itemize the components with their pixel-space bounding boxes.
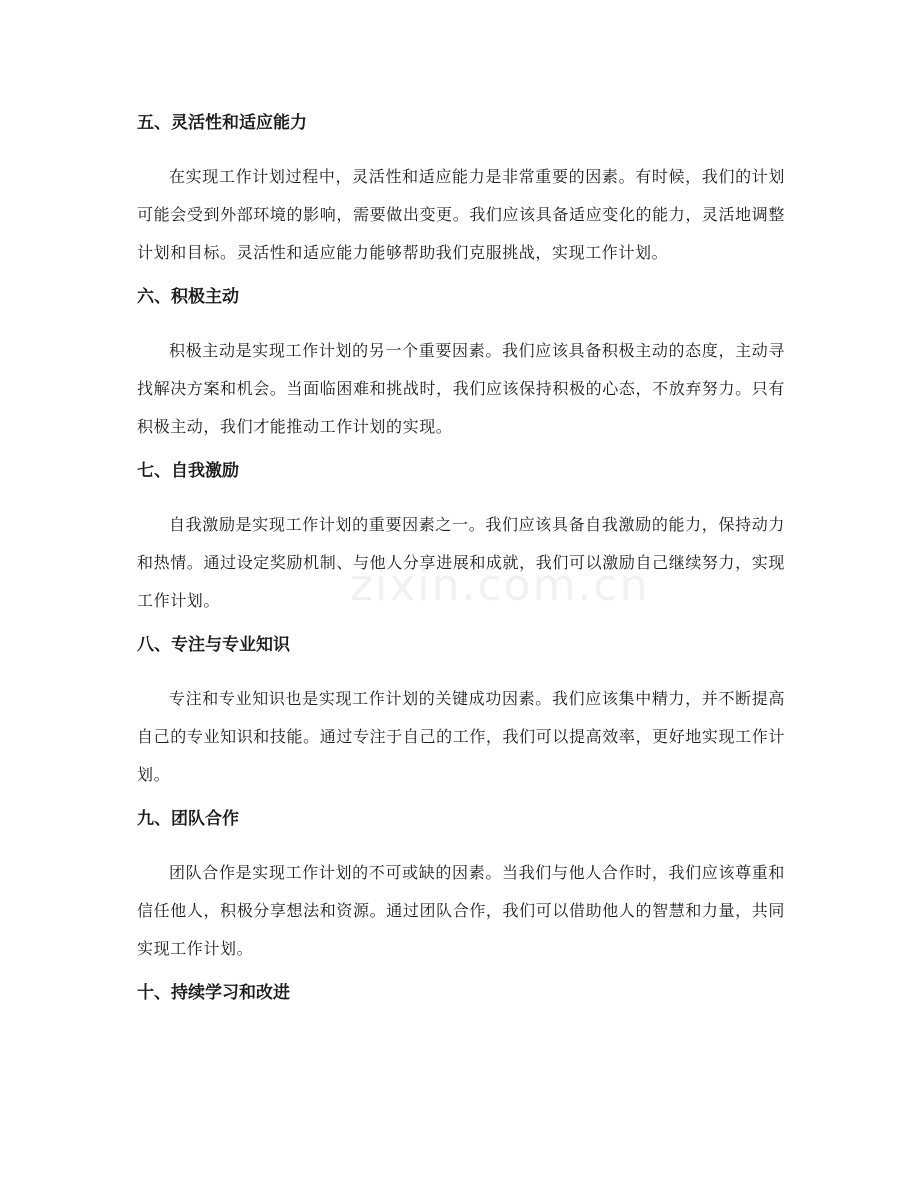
section-heading-6: 六、积极主动 — [137, 287, 239, 307]
document-content — [137, 108, 785, 1028]
section-body-8: 专注和专业知识也是实现工作计划的关键成功因素。我们应该集中精力，并不断提高自己的专业知识和技能。通过专注于自己的工作，我们可以提高效率，更好地实现工作计划。 — [137, 689, 785, 784]
section-body-6: 积极主动是实现工作计划的另一个重要因素。我们应该具备积极主动的态度，主动寻找解决方案和机会。当面临困难和挑战时，我们应该保持积极的心态，不放弃努力。只有积极主动，我们才能推动工作计划的实现。 — [137, 341, 785, 436]
section-heading-9: 九、团队合作 — [137, 809, 239, 829]
section-heading-10: 十、持续学习和改进 — [137, 983, 290, 1003]
section-heading-8: 八、专注与专业知识 — [137, 635, 290, 655]
watermark: zixin.com.cn — [350, 560, 650, 611]
section-body-7: 自我激励是实现工作计划的重要因素之一。我们应该具备自我激励的能力，保持动力和热情。通过设定奖励机制、与他人分享进展和成就，我们可以激励自己继续努力，实现工作计划。 — [137, 515, 785, 610]
section-body-5: 在实现工作计划过程中，灵活性和适应能力是非常重要的因素。有时候，我们的计划可能会受到外部环境的影响，需要做出变更。我们应该具备适应变化的能力，灵活地调整计划和目标。灵活性和适应能力能够帮助我们克服挑战，实现工作计划。 — [137, 167, 785, 262]
section-heading-5: 五、灵活性和适应能力 — [137, 113, 307, 133]
section-heading-7: 七、自我激励 — [137, 461, 239, 481]
section-body-9: 团队合作是实现工作计划的不可或缺的因素。当我们与他人合作时，我们应该尊重和信任他人，积极分享想法和资源。通过团队合作，我们可以借助他人的智慧和力量，共同实现工作计划。 — [137, 863, 785, 958]
